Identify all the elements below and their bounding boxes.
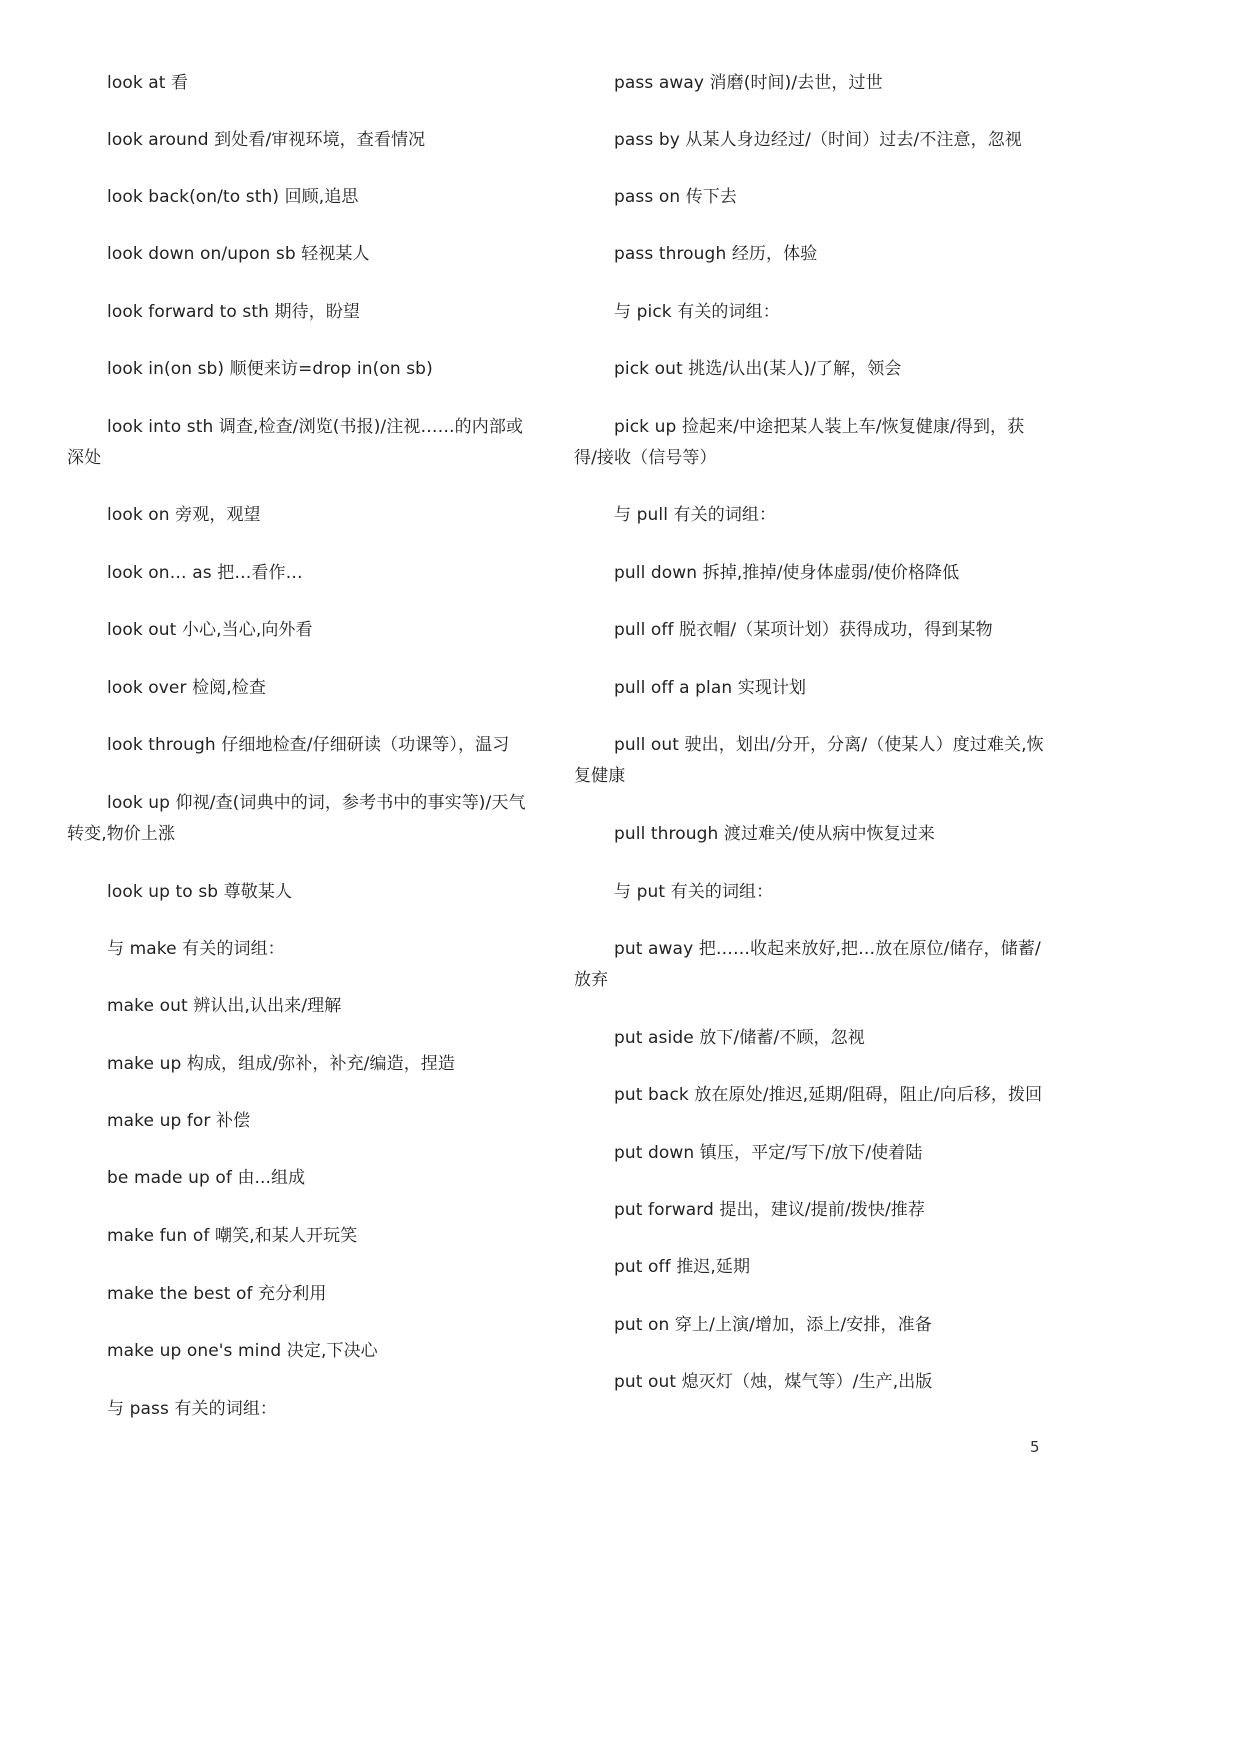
phrase-entry: put on 穿上/上演/增加，添上/安排，准备 <box>614 1315 932 1335</box>
phrase-entry: look at 看 <box>107 73 189 93</box>
phrase-entry: look out 小心,当心,向外看 <box>107 620 313 640</box>
phrase-entry: make the best of 充分利用 <box>107 1284 327 1304</box>
phrase-entry: look through 仔细地检查/仔细研读（功课等），温习 <box>107 735 510 755</box>
phrase-entry: pass through 经历，体验 <box>614 244 818 264</box>
phrase-entry: look around 到处看/审视环境，查看情况 <box>107 130 426 150</box>
phrase-entry: pass by 从某人身边经过/（时间）过去/不注意，忽视 <box>614 130 1022 150</box>
phrase-entry: look forward to sth 期待，盼望 <box>107 302 361 322</box>
section-heading: 与 make 有关的词组： <box>107 939 285 959</box>
phrase-entry: put away 把……收起来放好,把…放在原位/储存，储蓄/放弃 <box>574 939 1041 990</box>
phrase-entry: pass on 传下去 <box>614 187 738 207</box>
phrase-entry: look up 仰视/查(词典中的词，参考书中的事实等)/天气转变,物价上涨 <box>67 793 526 844</box>
phrase-entry: look over 检阅,检查 <box>107 678 266 698</box>
phrase-entry: be made up of 由...组成 <box>107 1168 306 1188</box>
phrase-entry: put down 镇压，平定/写下/放下/使着陆 <box>614 1143 923 1163</box>
page-number: 5 <box>1030 1438 1040 1456</box>
phrase-entry: pass away 消磨(时间)/去世，过世 <box>614 73 883 93</box>
phrase-entry: pull through 渡过难关/使从病中恢复过来 <box>614 824 935 844</box>
phrase-entry: look back(on/to sth) 回顾,追思 <box>107 187 359 207</box>
phrase-entry: put out 熄灭灯（烛，煤气等）/生产,出版 <box>614 1372 933 1392</box>
phrase-entry: pull off 脱衣帽/（某项计划）获得成功，得到某物 <box>614 620 993 640</box>
phrase-entry: put aside 放下/储蓄/不顾，忽视 <box>614 1028 865 1048</box>
phrase-entry: pull out 驶出，划出/分开，分离/（使某人）度过难关,恢复健康 <box>574 735 1044 786</box>
phrase-entry: make fun of 嘲笑,和某人开玩笑 <box>107 1226 358 1246</box>
phrase-entry: look down on/upon sb 轻视某人 <box>107 244 370 264</box>
phrase-entry: look in(on sb) 顺便来访=drop in(on sb) <box>107 359 433 379</box>
section-heading: 与 put 有关的词组： <box>614 882 774 902</box>
phrase-entry: look into sth 调查,检查/浏览(书报)/注视……的内部或深处 <box>67 417 524 468</box>
section-heading: 与 pull 有关的词组： <box>614 505 777 525</box>
phrase-entry: make up for 补偿 <box>107 1111 251 1131</box>
phrase-entry: make up one's mind 决定,下决心 <box>107 1341 378 1361</box>
phrase-entry: put forward 提出，建议/提前/拨快/推荐 <box>614 1200 925 1220</box>
phrase-entry: pick out 挑选/认出(某人)/了解，领会 <box>614 359 902 379</box>
section-heading: 与 pass 有关的词组： <box>107 1399 278 1419</box>
phrase-entry: put off 推迟,延期 <box>614 1257 751 1277</box>
phrase-entry: pull down 拆掉,推掉/使身体虚弱/使价格降低 <box>614 563 960 583</box>
phrase-entry: pull off a plan 实现计划 <box>614 678 807 698</box>
phrase-entry: look on… as 把…看作… <box>107 563 303 583</box>
phrase-entry: pick up 捡起来/中途把某人装上车/恢复健康/得到，获得/接收（信号等） <box>574 417 1025 468</box>
section-heading: 与 pick 有关的词组： <box>614 302 780 322</box>
phrase-entry: make out 辨认出,认出来/理解 <box>107 996 342 1016</box>
phrase-entry: make up 构成，组成/弥补，补充/编造，捏造 <box>107 1054 456 1074</box>
phrase-entry: look on 旁观，观望 <box>107 505 261 525</box>
phrase-entry: put back 放在原处/推迟,延期/阻碍，阻止/向后移，拨回 <box>614 1085 1043 1105</box>
phrase-entry: look up to sb 尊敬某人 <box>107 882 293 902</box>
